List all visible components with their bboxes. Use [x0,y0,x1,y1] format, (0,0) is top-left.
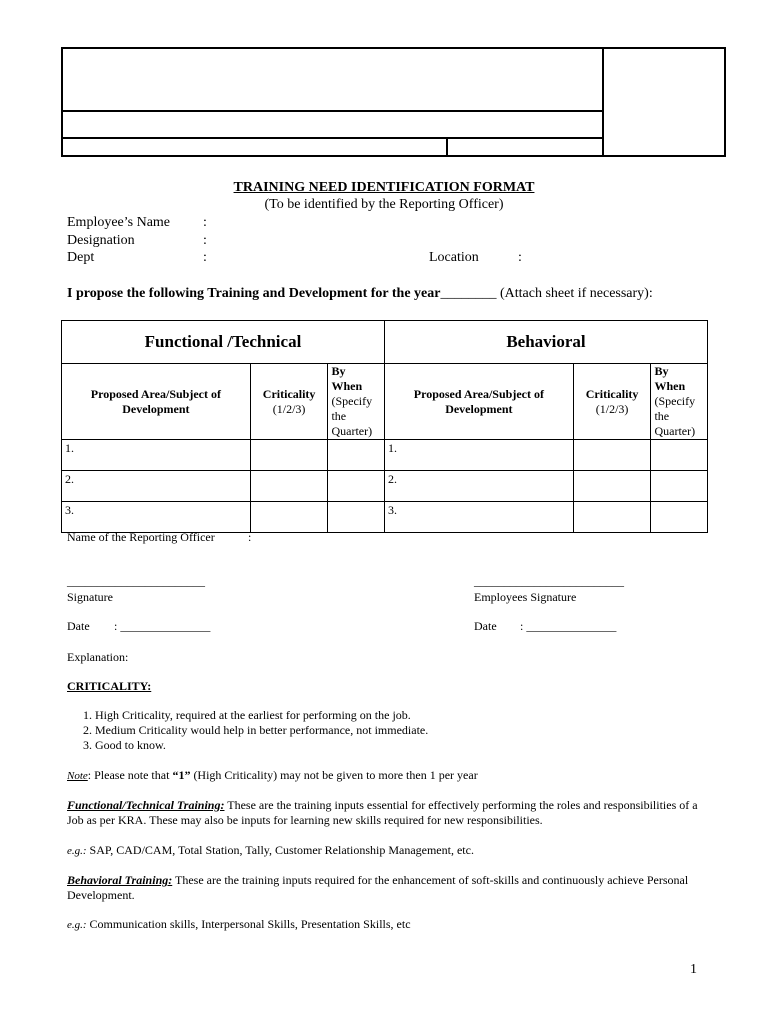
functional-row-3-criticality[interactable] [250,502,328,533]
behavioral-row-2-by-when[interactable] [651,471,708,502]
table-row [62,440,708,471]
training-table [61,320,708,533]
col-area-line2: Development [122,401,190,416]
functional-row-1-by-when[interactable] [328,440,385,471]
col-area-line1: Proposed Area/Subject of [90,386,221,401]
behavioral-row-3-area[interactable]: 3. [384,502,573,533]
date-label-left: Date [67,619,90,633]
behavioral-row-3-criticality[interactable] [573,502,651,533]
col-crit-line1: Criticality [585,386,639,401]
col-by-line2: When [654,379,686,393]
note-text-a: : Please note that [87,768,173,782]
header-divider-2 [61,137,603,139]
header-box [61,47,726,157]
header-divider-1 [61,110,603,112]
table-row [62,502,708,533]
functional-row-1-area[interactable]: 1. [62,440,251,471]
col-area-behavioral [384,364,573,440]
criticality-heading: CRITICALITY: [67,679,152,693]
employee-signature-line[interactable]: _________________________ [474,574,624,588]
eg-text: SAP, CAD/CAM, Total Station, Tally, Customer Relationship Management, etc. [86,843,474,857]
behavioral-training-label: Behavioral Training: [67,873,173,887]
signature-label: Signature [67,590,113,604]
header-divider-vertical [602,47,604,157]
location-colon: : [518,250,522,265]
location-label: Location [429,250,479,265]
functional-training-paragraph [67,798,707,828]
date-label-right: Date [474,619,497,633]
dept-label: Dept [67,250,95,265]
criticality-item: 1. High Criticality, required at the earliest for performing on the job. [95,708,707,723]
functional-row-2-area[interactable]: 2. [62,471,251,502]
dept-colon: : [203,250,207,265]
functional-header: Functional /Technical [62,321,385,364]
signature-line[interactable]: _______________________ [67,574,205,588]
eg-functional [67,843,707,859]
criticality-item: 2. Medium Criticality would help in better performance, not immediate. [95,723,707,738]
page-number: 1 [690,962,697,977]
designation-colon: : [203,233,207,248]
page-subtitle: (To be identified by the Reporting Officer) [264,197,504,212]
functional-training-label: Functional/Technical Training: [67,798,225,812]
behavioral-row-1-criticality[interactable] [573,440,651,471]
date-field-right[interactable]: : _______________ [520,619,617,633]
behavioral-row-3-by-when[interactable] [651,502,708,533]
employee-name-colon: : [203,215,207,230]
col-crit-line2: (1/2/3) [595,401,629,416]
col-by-when-behavioral [651,364,708,440]
col-area-line2: Development [445,401,513,416]
functional-row-3-by-when[interactable] [328,502,385,533]
table-row [62,471,708,502]
propose-year-blank: ________ [440,286,497,301]
employee-signature-label: Employees Signature [474,590,577,604]
behavioral-row-1-area[interactable]: 1. [384,440,573,471]
col-criticality-behavioral [573,364,651,440]
eg-behavioral [67,917,707,933]
eg-label: e.g.: [67,919,87,931]
col-by-line4: the [654,409,670,423]
col-crit-line2: (1/2/3) [272,401,306,416]
col-criticality-functional [250,364,328,440]
col-by-when-functional [328,364,385,440]
functional-row-2-by-when[interactable] [328,471,385,502]
behavioral-training-text: These are the training inputs required for the enhancement of soft-skills and continuously achieve Personal Development. [67,873,689,902]
criticality-list [67,708,707,753]
col-by-line3: (Specify [654,394,696,408]
note-label: Note [67,770,88,782]
col-area-line1: Proposed Area/Subject of [413,386,544,401]
eg-label: e.g.: [67,845,87,857]
behavioral-header: Behavioral [384,321,707,364]
propose-statement [67,286,653,302]
page-title: TRAINING NEED IDENTIFICATION FORMAT [233,180,535,195]
eg-text: Communication skills, Interpersonal Skills, Presentation Skills, etc [86,917,411,931]
designation-label: Designation [67,233,135,248]
propose-bold: I propose the following Training and Development for the year [67,286,441,301]
functional-training-text: These are the training inputs essential for effectively performing the roles and responsibilities of a Job as per KRA. These may also be inputs for learning new skills required for new responsibilities. [67,798,698,827]
reporting-officer-colon: : [248,530,252,544]
functional-row-3-area[interactable]: 3. [62,502,251,533]
behavioral-row-1-by-when[interactable] [651,440,708,471]
col-by-line3: (Specify [331,394,373,408]
note-quote: “1” [172,768,191,782]
col-area-functional [62,364,251,440]
col-by-line5: Quarter) [331,424,373,438]
functional-row-1-criticality[interactable] [250,440,328,471]
behavioral-row-2-criticality[interactable] [573,471,651,502]
col-by-line2: When [331,379,363,393]
col-by-line1: By [654,364,669,378]
functional-row-2-criticality[interactable] [250,471,328,502]
date-field-left[interactable]: : _______________ [114,619,211,633]
col-by-line5: Quarter) [654,424,696,438]
col-crit-line1: Criticality [262,386,316,401]
explanation-label: Explanation: [67,650,129,664]
col-by-line1: By [331,364,346,378]
header-divider-vertical-2 [446,137,448,157]
behavioral-row-2-area[interactable]: 2. [384,471,573,502]
propose-note: (Attach sheet if necessary): [496,286,653,301]
col-by-line4: the [331,409,347,423]
employee-name-label: Employee’s Name [67,215,171,230]
note-paragraph [67,768,707,784]
criticality-item: 3. Good to know. [95,738,707,753]
note-text-b: (High Criticality) may not be given to more then 1 per year [190,768,478,782]
behavioral-training-paragraph [67,873,707,903]
reporting-officer-label: Name of the Reporting Officer [67,530,215,544]
